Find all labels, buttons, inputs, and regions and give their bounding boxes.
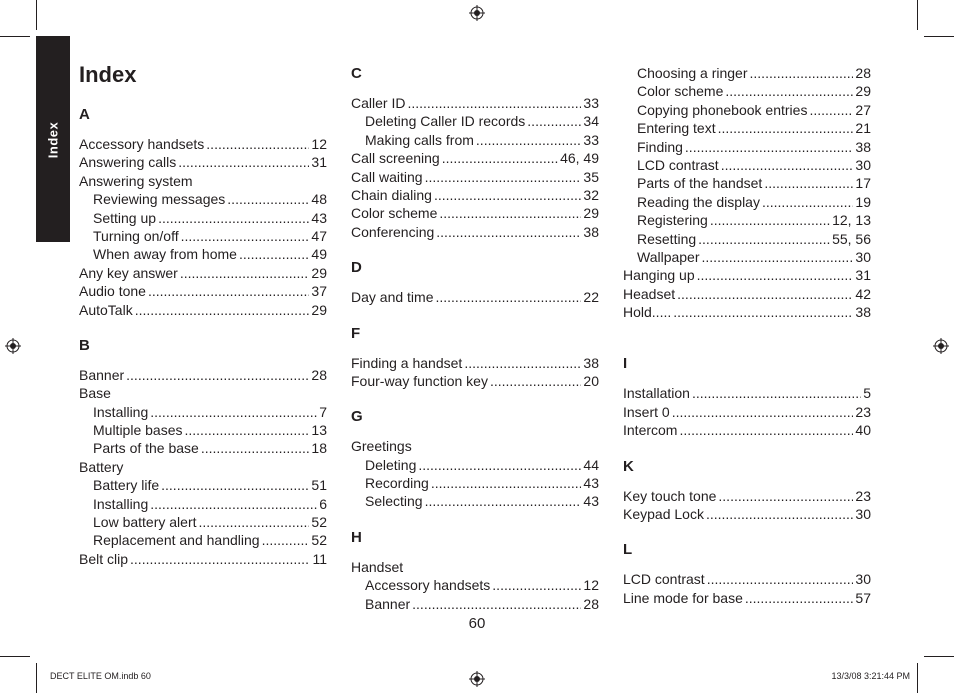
entry-page-number: 33 xyxy=(583,131,599,148)
index-entry xyxy=(79,172,327,190)
entry-page-number: 18 xyxy=(311,440,327,457)
entry-page-number: 38 xyxy=(855,138,871,155)
entry-page-number: 51 xyxy=(311,477,327,494)
entry-label: Day and time xyxy=(351,289,434,306)
index-subentry xyxy=(79,439,327,457)
section-letter: A xyxy=(79,106,90,123)
index-subentry xyxy=(351,112,599,130)
entry-page-number: 38 xyxy=(583,223,599,240)
dot-leader xyxy=(679,421,853,439)
entry-page-number: 44 xyxy=(583,456,599,473)
entry-label: When away from home xyxy=(93,246,237,263)
registration-mark-icon xyxy=(933,338,949,354)
entry-page-number: 31 xyxy=(311,154,327,171)
index-entry xyxy=(623,570,871,588)
entry-label: Installing xyxy=(93,403,149,420)
entry-label: Chain dialing xyxy=(351,186,432,203)
section-letter: H xyxy=(351,528,362,546)
page-title: Index xyxy=(79,62,137,87)
entry-page-number: 34 xyxy=(583,113,599,130)
dot-leader xyxy=(412,595,581,613)
entry-page-number: 5 xyxy=(863,385,871,402)
entry-page-number: 48 xyxy=(311,191,327,208)
dot-leader xyxy=(490,372,581,390)
dot-leader xyxy=(707,570,854,588)
dot-leader xyxy=(762,193,853,211)
entry-page-number: 43 xyxy=(583,475,599,492)
index-subentry xyxy=(351,595,599,613)
entry-page-number: 20 xyxy=(583,372,599,389)
dot-leader xyxy=(745,589,854,607)
entry-label: Making calls from xyxy=(365,131,474,148)
dot-leader xyxy=(725,82,853,100)
index-entry xyxy=(79,550,327,568)
index-entry xyxy=(623,589,871,607)
section-letter: B xyxy=(79,336,90,354)
index-column-2 xyxy=(351,65,599,613)
index-column-1 xyxy=(79,106,327,568)
entry-page-number: 29 xyxy=(311,301,327,318)
dot-leader xyxy=(425,168,582,186)
dot-leader xyxy=(199,513,310,531)
entry-page-number: 52 xyxy=(311,532,327,549)
entry-label: Greetings xyxy=(351,438,412,455)
crop-mark xyxy=(0,656,30,657)
dot-leader xyxy=(262,531,310,549)
entry-label: Copying phonebook entries xyxy=(637,101,808,118)
dot-leader xyxy=(185,421,310,439)
entry-label: Parts of the base xyxy=(93,440,199,457)
dot-leader xyxy=(407,94,581,112)
entry-page-number: 55, 56 xyxy=(832,230,871,247)
index-entry xyxy=(623,285,871,303)
section-letter: C xyxy=(351,65,362,82)
dot-leader xyxy=(721,156,854,174)
entry-label: Caller ID xyxy=(351,95,406,111)
dot-leader xyxy=(181,227,310,245)
index-subentry xyxy=(79,476,327,494)
entry-label: Banner xyxy=(365,595,411,612)
dot-leader xyxy=(439,204,581,222)
entry-label: Multiple bases xyxy=(93,422,183,439)
dot-leader xyxy=(697,266,854,284)
entry-page-number: 40 xyxy=(855,422,871,439)
entry-page-number: 47 xyxy=(311,227,327,244)
index-subentry xyxy=(623,248,871,266)
dot-leader xyxy=(135,301,310,319)
index-entry xyxy=(79,135,327,153)
dot-leader xyxy=(706,505,853,523)
entry-label: Installing xyxy=(93,495,149,512)
entry-page-number: 38 xyxy=(855,304,871,321)
dot-leader xyxy=(527,112,581,130)
page-number: 60 xyxy=(468,615,486,632)
dot-leader xyxy=(476,131,582,149)
entry-label: Wallpaper xyxy=(637,248,700,265)
entry-label: Registering xyxy=(637,212,708,229)
entry-page-number: 35 xyxy=(583,168,599,185)
index-column-3 xyxy=(623,64,871,607)
entry-page-number: 21 xyxy=(855,120,871,137)
entry-page-number: 6 xyxy=(319,495,327,512)
entry-page-number: 32 xyxy=(583,186,599,203)
entry-page-number: 23 xyxy=(855,487,871,504)
index-subentry xyxy=(623,174,871,192)
index-subentry xyxy=(623,193,871,211)
dot-leader xyxy=(158,209,309,227)
index-subentry xyxy=(79,245,327,263)
entry-label: Battery xyxy=(79,458,124,475)
entry-page-number: 28 xyxy=(311,366,327,383)
index-entry xyxy=(623,266,871,284)
dot-leader xyxy=(692,384,861,402)
crop-mark xyxy=(924,656,954,657)
crop-mark xyxy=(36,663,37,693)
index-subentry xyxy=(623,211,871,229)
entry-label: Intercom xyxy=(623,422,678,439)
index-subentry xyxy=(79,531,327,549)
index-subentry xyxy=(351,576,599,594)
index-entry xyxy=(623,421,871,439)
entry-label: Hold..... xyxy=(623,304,672,321)
entry-label: Keypad Lock xyxy=(623,506,704,523)
entry-label: Low battery alert xyxy=(93,514,197,531)
entry-label: Handset xyxy=(351,558,404,575)
entry-label: Color scheme xyxy=(637,83,724,100)
index-entry xyxy=(79,301,327,319)
crop-mark xyxy=(0,36,30,37)
dot-leader xyxy=(161,476,309,494)
dot-leader xyxy=(464,354,581,372)
entry-page-number: 42 xyxy=(855,285,871,302)
entry-page-number: 57 xyxy=(855,589,871,606)
index-subentry xyxy=(623,156,871,174)
index-subentry xyxy=(79,513,327,531)
entry-label: Accessory handsets xyxy=(365,577,491,594)
section-letter: L xyxy=(623,541,633,559)
dot-leader xyxy=(150,403,317,421)
entry-page-number: 30 xyxy=(855,248,871,265)
index-entry xyxy=(351,288,599,306)
entry-label: Call screening xyxy=(351,150,440,167)
entry-label: Key touch tone xyxy=(623,487,717,504)
entry-label: Belt clip xyxy=(79,550,129,567)
index-entry xyxy=(351,354,599,372)
entry-label: AutoTalk xyxy=(79,301,133,318)
index-subentry xyxy=(623,138,871,156)
entry-page-number: 23 xyxy=(855,403,871,420)
index-entry xyxy=(351,223,599,241)
entry-label: Parts of the handset xyxy=(637,175,763,192)
entry-page-number: 22 xyxy=(583,289,599,306)
section-letter: K xyxy=(623,457,634,475)
index-subentry xyxy=(351,492,599,510)
index-entry xyxy=(623,303,871,321)
dot-leader xyxy=(148,282,309,300)
print-footer-timestamp: 13/3/08 3:21:44 PM xyxy=(831,671,910,681)
dot-leader xyxy=(442,149,558,167)
index-subentry xyxy=(79,495,327,513)
entry-page-number: 29 xyxy=(855,83,871,100)
index-subentry xyxy=(79,403,327,421)
entry-label: Finding xyxy=(637,138,683,155)
entry-label: Headset xyxy=(623,285,676,302)
entry-page-number: 19 xyxy=(855,193,871,210)
index-entry xyxy=(351,186,599,204)
entry-page-number: 11 xyxy=(312,550,327,567)
dot-leader xyxy=(126,366,309,384)
dot-leader xyxy=(180,264,310,282)
entry-page-number: 33 xyxy=(583,95,599,111)
index-entry xyxy=(351,204,599,222)
dot-leader xyxy=(130,550,310,568)
dot-leader xyxy=(434,186,581,204)
entry-label: Answering calls xyxy=(79,154,177,171)
index-subentry xyxy=(79,209,327,227)
dot-leader xyxy=(436,223,581,241)
entry-page-number: 17 xyxy=(855,175,871,192)
index-subentry xyxy=(351,474,599,492)
index-entry xyxy=(351,168,599,186)
entry-label: Four-way function key xyxy=(351,372,488,389)
entry-label: Base xyxy=(79,385,111,402)
dot-leader xyxy=(239,245,309,263)
index-entry xyxy=(79,153,327,171)
entry-label: Banner xyxy=(79,366,125,383)
entry-label: Reading the display xyxy=(637,193,760,210)
dot-leader xyxy=(227,190,309,208)
dot-leader xyxy=(750,64,854,82)
dot-leader xyxy=(685,138,854,156)
entry-label: Answering system xyxy=(79,172,193,189)
entry-page-number: 30 xyxy=(855,156,871,173)
dot-leader xyxy=(702,248,854,266)
index-entry xyxy=(351,94,599,112)
entry-label: Replacement and handling xyxy=(93,532,260,549)
entry-page-number: 30 xyxy=(855,506,871,523)
dot-leader xyxy=(201,439,310,457)
dot-leader xyxy=(435,288,581,306)
section-letter: D xyxy=(351,259,362,277)
dot-leader xyxy=(672,403,854,421)
dot-leader xyxy=(809,101,853,119)
entry-label: Conferencing xyxy=(351,223,435,240)
index-entry xyxy=(623,487,871,505)
dot-leader xyxy=(492,576,581,594)
entry-page-number: 38 xyxy=(583,354,599,371)
crop-mark xyxy=(36,0,37,30)
crop-mark xyxy=(917,663,918,693)
print-footer-file: DECT ELITE OM.indb 60 xyxy=(50,671,151,681)
index-entry xyxy=(351,437,599,455)
entry-page-number: 31 xyxy=(855,267,871,284)
dot-leader xyxy=(718,119,854,137)
index-entry xyxy=(623,403,871,421)
index-entry xyxy=(351,372,599,390)
dot-leader xyxy=(718,487,853,505)
dot-leader xyxy=(710,211,830,229)
entry-page-number: 7 xyxy=(319,403,327,420)
index-subentry xyxy=(623,64,871,82)
index-subentry xyxy=(79,190,327,208)
section-letter: G xyxy=(351,408,363,426)
entry-label: LCD contrast xyxy=(623,571,705,588)
side-tab-label: Index xyxy=(45,121,61,159)
section-letter: F xyxy=(351,324,361,342)
entry-page-number: 12 xyxy=(583,577,599,594)
entry-label: Deleting Caller ID records xyxy=(365,113,526,130)
dot-leader xyxy=(206,135,309,153)
dot-leader xyxy=(418,456,581,474)
entry-page-number: 13 xyxy=(311,422,327,439)
dot-leader xyxy=(178,153,309,171)
entry-label: Choosing a ringer xyxy=(637,65,748,81)
index-entry xyxy=(623,384,871,402)
index-entry xyxy=(351,558,599,576)
entry-label: Line mode for base xyxy=(623,589,743,606)
entry-label: LCD contrast xyxy=(637,156,719,173)
index-entry xyxy=(79,384,327,402)
entry-page-number: 46, 49 xyxy=(560,150,599,167)
entry-page-number: 28 xyxy=(855,65,871,81)
entry-page-number: 29 xyxy=(311,264,327,281)
entry-page-number: 49 xyxy=(311,246,327,263)
dot-leader xyxy=(431,474,582,492)
entry-label: Recording xyxy=(365,475,429,492)
index-entry xyxy=(79,282,327,300)
section-letter: I xyxy=(623,355,628,373)
entry-page-number: 43 xyxy=(311,209,327,226)
dot-leader xyxy=(425,492,582,510)
registration-mark-icon xyxy=(469,671,485,687)
entry-page-number: 37 xyxy=(311,283,327,300)
entry-page-number: 30 xyxy=(855,571,871,588)
registration-mark-icon xyxy=(5,338,21,354)
entry-page-number: 43 xyxy=(583,493,599,510)
entry-label: Resetting xyxy=(637,230,697,247)
index-subentry xyxy=(351,131,599,149)
entry-label: Battery life xyxy=(93,477,160,494)
index-subentry xyxy=(79,227,327,245)
index-entry xyxy=(79,458,327,476)
entry-label: Reviewing messages xyxy=(93,191,226,208)
entry-label: Hanging up xyxy=(623,267,695,284)
section-side-tab xyxy=(36,36,70,242)
entry-label: Selecting xyxy=(365,493,423,510)
entry-label: Installation xyxy=(623,385,690,402)
index-subentry xyxy=(623,230,871,248)
entry-label: Turning on/off xyxy=(93,227,179,244)
crop-mark xyxy=(924,36,954,37)
entry-label: Call waiting xyxy=(351,168,423,185)
index-subentry xyxy=(79,421,327,439)
entry-label: Color scheme xyxy=(351,205,438,222)
index-entry xyxy=(79,366,327,384)
entry-page-number: 52 xyxy=(311,514,327,531)
index-entry xyxy=(79,264,327,282)
entry-page-number: 28 xyxy=(583,595,599,612)
index-entry xyxy=(623,505,871,523)
index-subentry xyxy=(623,101,871,119)
entry-label: Finding a handset xyxy=(351,354,463,371)
entry-label: Entering text xyxy=(637,120,716,137)
entry-label: Deleting xyxy=(365,456,417,473)
entry-label: Accessory handsets xyxy=(79,136,205,152)
entry-page-number: 12, 13 xyxy=(832,212,871,229)
entry-label: Audio tone xyxy=(79,283,146,300)
index-subentry xyxy=(351,456,599,474)
entry-label: Any key answer xyxy=(79,264,178,281)
crop-mark xyxy=(917,0,918,30)
index-subentry xyxy=(623,119,871,137)
dot-leader xyxy=(673,303,853,321)
registration-mark-icon xyxy=(469,5,485,21)
dot-leader xyxy=(764,174,853,192)
dot-leader xyxy=(150,495,317,513)
entry-page-number: 27 xyxy=(855,101,871,118)
entry-page-number: 29 xyxy=(583,205,599,222)
index-subentry xyxy=(623,82,871,100)
entry-label: Setting up xyxy=(93,209,157,226)
entry-label: Insert 0 xyxy=(623,403,670,420)
entry-page-number: 12 xyxy=(311,136,327,152)
dot-leader xyxy=(698,230,830,248)
dot-leader xyxy=(677,285,853,303)
index-entry xyxy=(351,149,599,167)
